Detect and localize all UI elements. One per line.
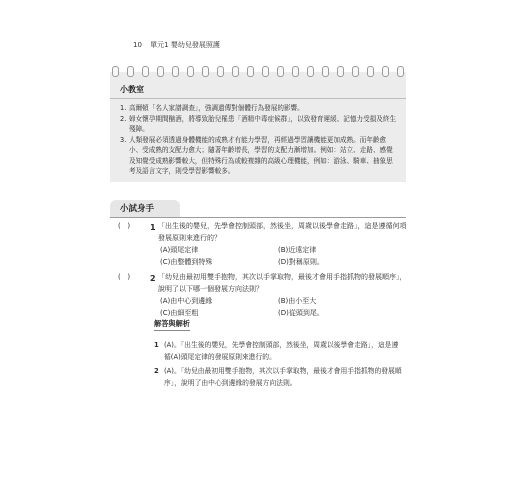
classroom-title: 小教室 — [120, 85, 144, 94]
option-a: (A)由中心到邊緣 — [160, 297, 213, 305]
binder-ring-icon — [322, 66, 329, 77]
question-1 — [118, 221, 408, 269]
option-c: (C)由細至粗 — [160, 309, 199, 317]
classroom-list — [120, 103, 398, 177]
option-a: (A)頭尾定律 — [160, 246, 199, 254]
binder-ring-icon — [382, 66, 389, 77]
binder-ring-icon — [142, 66, 149, 77]
page-number: 10 — [133, 41, 142, 49]
classroom-item — [120, 114, 398, 135]
question-2 — [118, 272, 408, 320]
binder-ring-icon — [292, 66, 299, 77]
option-c: (C)由整體到特殊 — [160, 258, 213, 266]
binder-ring-icon — [367, 66, 374, 77]
binder-ring-icon — [202, 66, 209, 77]
question-number: 1 — [150, 223, 156, 232]
classroom-item — [120, 103, 398, 114]
page-header — [133, 40, 220, 51]
binder-ring-icon — [187, 66, 194, 77]
binder-ring-icon — [337, 66, 344, 77]
binder-ring-icon — [247, 66, 254, 77]
quiz-section-tab — [110, 200, 180, 218]
option-d: (D)對稱原則。 — [278, 258, 324, 266]
classroom-item-text: 婦女懷孕期間酗酒，將導致胎兒罹患「酒精中毒症候群」，以致發育遲緩、記憶力受損及終生殘障。 — [129, 114, 397, 134]
answer-blank[interactable]: ( ) — [118, 273, 131, 281]
classroom-item-number: 2. — [120, 114, 127, 123]
option-b: (B)近遠定律 — [278, 246, 317, 254]
answer-text: (A)。「幼兒由最初用雙手抱物，其次以手掌取物，最後才會用手指抓物的發展順序」，說明了由中心到邊緣的發展方向法則。 — [164, 367, 402, 387]
answer-number: 1 — [154, 341, 159, 349]
question-text: 「出生後的嬰兒，先學會控制頭部，然後坐，周歲以後學會走路」，這是遵循何項發展原則來進行的？ — [158, 222, 407, 242]
binder-ring-icon — [112, 66, 119, 77]
answer-2 — [154, 366, 404, 392]
binder-ring-icon — [172, 66, 179, 77]
classroom-item-text: 高爾頓「名人家譜調查」，強調遺傳對個體行為發展的影響。 — [129, 104, 304, 112]
unit-title: 單元1 嬰幼兒發展照護 — [150, 41, 220, 49]
binder-ring-icon — [277, 66, 284, 77]
binder-ring-icon — [262, 66, 269, 77]
answer-1 — [154, 340, 404, 366]
classroom-item — [120, 135, 398, 177]
answer-text: (A)。「出生後的嬰兒，先學會控制頭部，然後坐，周歲以後學會走路」，這是遵循(A)頭尾定律的發展原則來進行的。 — [164, 341, 399, 361]
binder-ring-icon — [307, 66, 314, 77]
binder-ring-icon — [127, 66, 134, 77]
classroom-divider — [110, 98, 406, 99]
answer-number: 2 — [154, 367, 159, 375]
binder-ring-icon — [217, 66, 224, 77]
option-b: (B)由小至大 — [278, 297, 317, 305]
classroom-item-number: 3. — [120, 135, 127, 144]
question-text: 「幼兒由最初用雙手抱物，其次以手掌取物，最後才會用手指抓物的發展順序」，說明了以下哪一個發展方向法則？ — [158, 273, 407, 293]
option-d: (D)從頭到尾。 — [278, 309, 324, 317]
binder-ring-icon — [397, 66, 404, 77]
classroom-item-number: 1. — [120, 104, 127, 112]
binder-ring-icon — [157, 66, 164, 77]
classroom-box — [110, 72, 406, 182]
binder-rings — [112, 66, 404, 78]
binder-ring-icon — [232, 66, 239, 77]
answers-title: 解答與解析 — [154, 318, 190, 331]
quiz-section-divider — [110, 217, 406, 218]
quiz-section-title: 小試身手 — [120, 204, 155, 214]
question-number: 2 — [150, 274, 156, 283]
classroom-item-text: 人類發展必須透過身體機能的成熟才有能力學習，再經過學習讓機能更加成熟。而年齡愈小、受成熟的支配力愈大；隨著年齡增長，學習的支配力漸增加。例如：站立、走路、感覺及知覺受成熟影響較大，但特殊行為或較複雜的高級心理機能，例如：游泳、騎車、抽象思考及語言文字，則受學習影響較多。 — [129, 135, 393, 176]
answer-blank[interactable]: ( ) — [118, 222, 131, 230]
binder-ring-icon — [352, 66, 359, 77]
